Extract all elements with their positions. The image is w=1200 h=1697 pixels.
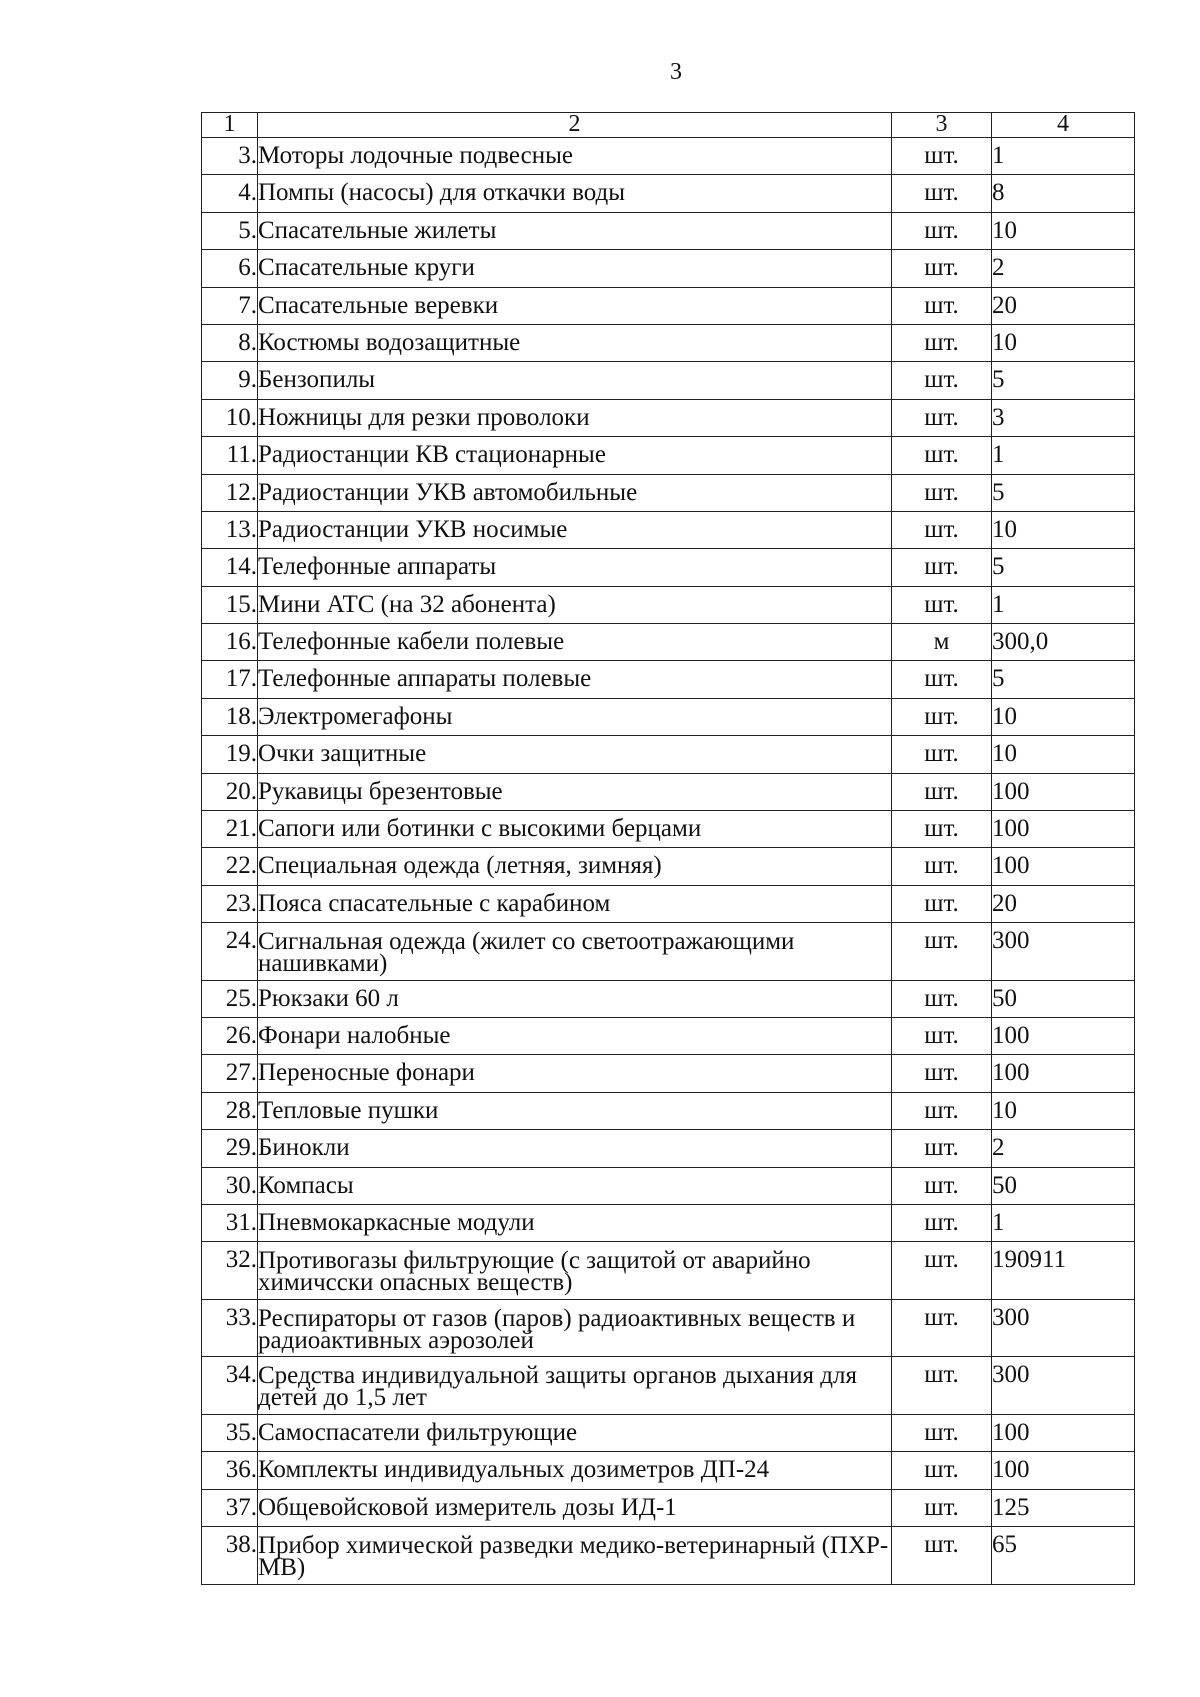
item-quantity: 100 bbox=[992, 1055, 1135, 1092]
item-unit: шт. bbox=[892, 250, 992, 287]
header-row bbox=[202, 113, 1135, 138]
item-quantity: 300,0 bbox=[992, 624, 1135, 661]
item-unit: шт. bbox=[892, 287, 992, 324]
item-quantity: 50 bbox=[992, 980, 1135, 1017]
item-unit: шт. bbox=[892, 324, 992, 361]
item-name: Очки защитные bbox=[258, 736, 892, 773]
table-row bbox=[202, 586, 1135, 623]
item-unit: шт. bbox=[892, 1299, 992, 1357]
item-unit: шт. bbox=[892, 1205, 992, 1242]
row-number: 30. bbox=[202, 1167, 258, 1204]
header-col-quantity: 4 bbox=[992, 113, 1135, 138]
row-number: 9. bbox=[202, 362, 258, 399]
row-number: 13. bbox=[202, 511, 258, 548]
table-row bbox=[202, 923, 1135, 981]
table-row bbox=[202, 698, 1135, 735]
item-unit: шт. bbox=[892, 362, 992, 399]
item-name: Электромегафоны bbox=[258, 698, 892, 735]
item-quantity: 10 bbox=[992, 1092, 1135, 1129]
table-row bbox=[202, 1055, 1135, 1092]
table-row bbox=[202, 848, 1135, 885]
row-number: 35. bbox=[202, 1414, 258, 1451]
table-row bbox=[202, 511, 1135, 548]
item-name: Телефонные аппараты полевые bbox=[258, 661, 892, 698]
item-name: Радиостанции КВ стационарные bbox=[258, 437, 892, 474]
item-unit: шт. bbox=[892, 474, 992, 511]
table-row bbox=[202, 324, 1135, 361]
item-name: Компасы bbox=[258, 1167, 892, 1204]
item-unit: шт. bbox=[892, 1414, 992, 1451]
item-quantity: 100 bbox=[992, 811, 1135, 848]
table-row bbox=[202, 1414, 1135, 1451]
item-unit: шт. bbox=[892, 1357, 992, 1415]
table-row bbox=[202, 736, 1135, 773]
item-name: Специальная одежда (летняя, зимняя) bbox=[258, 848, 892, 885]
table-row bbox=[202, 1357, 1135, 1415]
row-number: 8. bbox=[202, 324, 258, 361]
row-number: 34. bbox=[202, 1357, 258, 1415]
item-name: Пояса спасательные с карабином bbox=[258, 885, 892, 922]
table-row bbox=[202, 624, 1135, 661]
item-unit: шт. bbox=[892, 138, 992, 175]
item-quantity: 2 bbox=[992, 1130, 1135, 1167]
item-unit: шт. bbox=[892, 1092, 992, 1129]
row-number: 38. bbox=[202, 1527, 258, 1585]
item-unit: шт. bbox=[892, 848, 992, 885]
item-quantity: 8 bbox=[992, 175, 1135, 212]
row-number: 32. bbox=[202, 1242, 258, 1300]
table-row bbox=[202, 437, 1135, 474]
item-quantity: 5 bbox=[992, 661, 1135, 698]
item-quantity: 100 bbox=[992, 1452, 1135, 1489]
item-quantity: 100 bbox=[992, 1018, 1135, 1055]
item-unit: шт. bbox=[892, 175, 992, 212]
header-col-unit: 3 bbox=[892, 113, 992, 138]
table-row bbox=[202, 773, 1135, 810]
item-unit: шт. bbox=[892, 212, 992, 249]
item-quantity: 300 bbox=[992, 1357, 1135, 1415]
row-number: 15. bbox=[202, 586, 258, 623]
item-name: Спасательные веревки bbox=[258, 287, 892, 324]
item-name: Переносные фонари bbox=[258, 1055, 892, 1092]
table-row bbox=[202, 212, 1135, 249]
item-name: Бензопилы bbox=[258, 362, 892, 399]
item-name: Мини АТС (на 32 абонента) bbox=[258, 586, 892, 623]
item-unit: шт. bbox=[892, 661, 992, 698]
row-number: 29. bbox=[202, 1130, 258, 1167]
item-quantity: 300 bbox=[992, 1299, 1135, 1357]
row-number: 33. bbox=[202, 1299, 258, 1357]
item-quantity: 10 bbox=[992, 736, 1135, 773]
table-row bbox=[202, 1205, 1135, 1242]
item-unit: шт. bbox=[892, 399, 992, 436]
item-quantity: 65 bbox=[992, 1527, 1135, 1585]
table-row bbox=[202, 980, 1135, 1017]
row-number: 24. bbox=[202, 923, 258, 981]
item-quantity: 300 bbox=[992, 923, 1135, 981]
item-name: Помпы (насосы) для откачки воды bbox=[258, 175, 892, 212]
row-number: 28. bbox=[202, 1092, 258, 1129]
item-unit: шт. bbox=[892, 698, 992, 735]
item-quantity: 1 bbox=[992, 1205, 1135, 1242]
table-row bbox=[202, 811, 1135, 848]
item-name: Радиостанции УКВ автомобильные bbox=[258, 474, 892, 511]
row-number: 36. bbox=[202, 1452, 258, 1489]
item-name: Рукавицы брезентовые bbox=[258, 773, 892, 810]
item-unit: шт. bbox=[892, 773, 992, 810]
item-quantity: 5 bbox=[992, 474, 1135, 511]
item-quantity: 3 bbox=[992, 399, 1135, 436]
row-number: 23. bbox=[202, 885, 258, 922]
table-row bbox=[202, 250, 1135, 287]
item-quantity: 1 bbox=[992, 138, 1135, 175]
table-row bbox=[202, 1018, 1135, 1055]
item-unit: м bbox=[892, 624, 992, 661]
item-quantity: 20 bbox=[992, 287, 1135, 324]
table-row bbox=[202, 175, 1135, 212]
item-unit: шт. bbox=[892, 980, 992, 1017]
table-row bbox=[202, 1489, 1135, 1526]
header-col-number: 1 bbox=[202, 113, 258, 138]
item-quantity: 10 bbox=[992, 698, 1135, 735]
item-quantity: 1 bbox=[992, 586, 1135, 623]
item-unit: шт. bbox=[892, 1489, 992, 1526]
item-quantity: 5 bbox=[992, 549, 1135, 586]
item-name: Телефонные кабели полевые bbox=[258, 624, 892, 661]
header-col-name: 2 bbox=[258, 113, 892, 138]
table-row bbox=[202, 1452, 1135, 1489]
item-unit: шт. bbox=[892, 811, 992, 848]
table-header bbox=[202, 113, 1135, 138]
item-name: Рюкзаки 60 л bbox=[258, 980, 892, 1017]
row-number: 6. bbox=[202, 250, 258, 287]
table-row bbox=[202, 1527, 1135, 1585]
row-number: 18. bbox=[202, 698, 258, 735]
item-name: Ножницы для резки проволоки bbox=[258, 399, 892, 436]
row-number: 37. bbox=[202, 1489, 258, 1526]
item-unit: шт. bbox=[892, 1452, 992, 1489]
row-number: 25. bbox=[202, 980, 258, 1017]
item-quantity: 190911 bbox=[992, 1242, 1135, 1300]
row-number: 26. bbox=[202, 1018, 258, 1055]
row-number: 19. bbox=[202, 736, 258, 773]
item-unit: шт. bbox=[892, 736, 992, 773]
table-row bbox=[202, 1167, 1135, 1204]
item-unit: шт. bbox=[892, 1167, 992, 1204]
item-quantity: 10 bbox=[992, 511, 1135, 548]
row-number: 16. bbox=[202, 624, 258, 661]
row-number: 12. bbox=[202, 474, 258, 511]
table-row bbox=[202, 549, 1135, 586]
item-unit: шт. bbox=[892, 1018, 992, 1055]
item-unit: шт. bbox=[892, 549, 992, 586]
row-number: 20. bbox=[202, 773, 258, 810]
item-unit: шт. bbox=[892, 1527, 992, 1585]
table-row bbox=[202, 362, 1135, 399]
row-number: 31. bbox=[202, 1205, 258, 1242]
item-quantity: 1 bbox=[992, 437, 1135, 474]
table-row bbox=[202, 1242, 1135, 1300]
item-name: Комплекты индивидуальных дозиметров ДП-24 bbox=[258, 1452, 892, 1489]
item-quantity: 100 bbox=[992, 1414, 1135, 1451]
table-row bbox=[202, 399, 1135, 436]
item-unit: шт. bbox=[892, 1130, 992, 1167]
row-number: 21. bbox=[202, 811, 258, 848]
item-name: Средства индивидуальной защиты органов дыхания для детей до 1,5 лет bbox=[258, 1357, 892, 1415]
item-quantity: 50 bbox=[992, 1167, 1135, 1204]
table-row bbox=[202, 1130, 1135, 1167]
item-unit: шт. bbox=[892, 1055, 992, 1092]
item-unit: шт. bbox=[892, 885, 992, 922]
equipment-table bbox=[201, 112, 1135, 1585]
item-unit: шт. bbox=[892, 923, 992, 981]
row-number: 22. bbox=[202, 848, 258, 885]
page-number: 3 bbox=[670, 59, 682, 85]
table-row bbox=[202, 1092, 1135, 1129]
item-name: Сапоги или ботинки с высокими берцами bbox=[258, 811, 892, 848]
item-quantity: 100 bbox=[992, 848, 1135, 885]
row-number: 17. bbox=[202, 661, 258, 698]
item-name: Моторы лодочные подвесные bbox=[258, 138, 892, 175]
row-number: 27. bbox=[202, 1055, 258, 1092]
item-quantity: 20 bbox=[992, 885, 1135, 922]
row-number: 11. bbox=[202, 437, 258, 474]
item-quantity: 2 bbox=[992, 250, 1135, 287]
table-row bbox=[202, 474, 1135, 511]
item-name: Пневмокаркасные модули bbox=[258, 1205, 892, 1242]
row-number: 4. bbox=[202, 175, 258, 212]
item-name: Костюмы водозащитные bbox=[258, 324, 892, 361]
item-name: Фонари налобные bbox=[258, 1018, 892, 1055]
item-unit: шт. bbox=[892, 437, 992, 474]
row-number: 3. bbox=[202, 138, 258, 175]
table-row bbox=[202, 1299, 1135, 1357]
item-name: Бинокли bbox=[258, 1130, 892, 1167]
item-quantity: 10 bbox=[992, 212, 1135, 249]
table-row bbox=[202, 885, 1135, 922]
item-unit: шт. bbox=[892, 586, 992, 623]
row-number: 10. bbox=[202, 399, 258, 436]
item-name: Респираторы от газов (паров) радиоактивных веществ и радиоактивных аэрозолей bbox=[258, 1299, 892, 1357]
item-name: Радиостанции УКВ носимые bbox=[258, 511, 892, 548]
item-quantity: 10 bbox=[992, 324, 1135, 361]
item-name: Спасательные жилеты bbox=[258, 212, 892, 249]
item-name: Общевойсковой измеритель дозы ИД-1 bbox=[258, 1489, 892, 1526]
item-unit: шт. bbox=[892, 1242, 992, 1300]
item-name: Телефонные аппараты bbox=[258, 549, 892, 586]
item-quantity: 125 bbox=[992, 1489, 1135, 1526]
row-number: 7. bbox=[202, 287, 258, 324]
item-name: Самоспасатели фильтрующие bbox=[258, 1414, 892, 1451]
item-quantity: 5 bbox=[992, 362, 1135, 399]
item-quantity: 100 bbox=[992, 773, 1135, 810]
item-name: Спасательные круги bbox=[258, 250, 892, 287]
table-body bbox=[202, 138, 1135, 1585]
item-name: Прибор химической разведки медико-ветеринарный (ПХР-МВ) bbox=[258, 1527, 892, 1585]
table-row bbox=[202, 287, 1135, 324]
table-row bbox=[202, 138, 1135, 175]
item-unit: шт. bbox=[892, 511, 992, 548]
table-row bbox=[202, 661, 1135, 698]
item-name: Сигнальная одежда (жилет со светоотражающими нашивками) bbox=[258, 923, 892, 981]
row-number: 5. bbox=[202, 212, 258, 249]
item-name: Тепловые пушки bbox=[258, 1092, 892, 1129]
item-name: Противогазы фильтрующие (с защитой от аварийно химичсски опасных веществ) bbox=[258, 1242, 892, 1300]
row-number: 14. bbox=[202, 549, 258, 586]
